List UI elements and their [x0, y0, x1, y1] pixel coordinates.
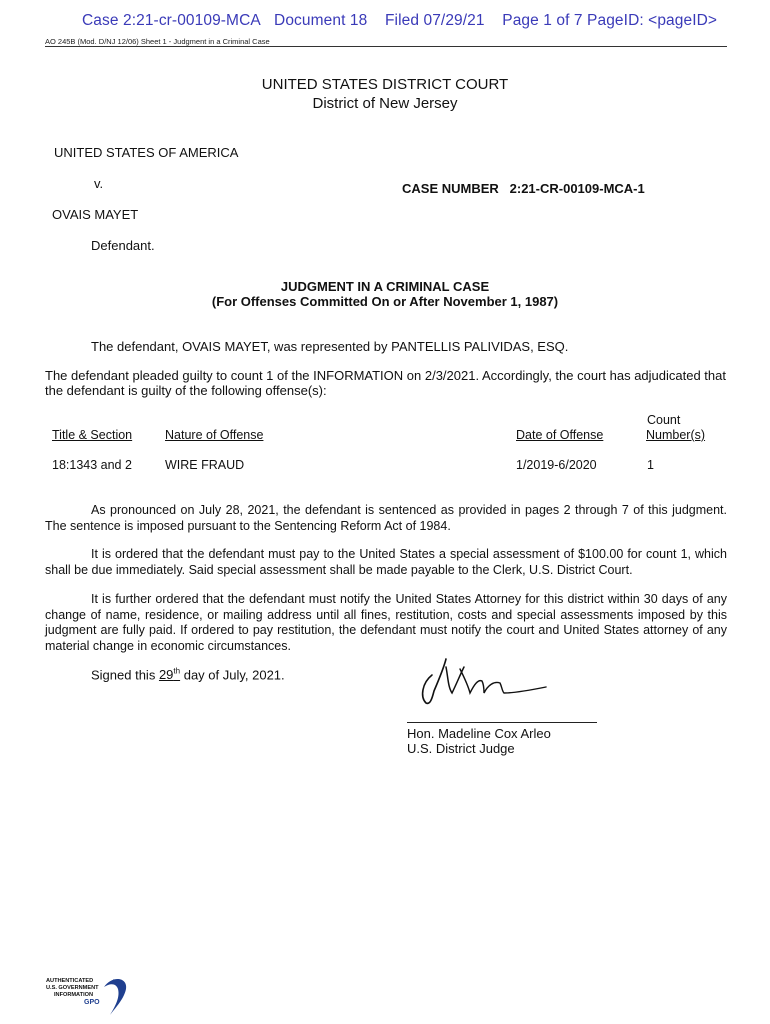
notify-paragraph: It is further ordered that the defendant must notify the United States Attorney for this district within 30 days of any change of name, residence, or mailing address until all fines, restitution, costs and special assessments imposed by this judgment are fully paid. If ordered to pay restitution, the defendant must notify the court and United States attorney of any material change in economic circumstances.	[45, 592, 727, 653]
plaintiff: UNITED STATES OF AMERICA	[54, 145, 239, 160]
signed-rest: day of July, 2021.	[183, 667, 285, 683]
header-count-top: Count	[647, 413, 681, 427]
judge-signature	[418, 653, 558, 713]
judge-name: Hon. Madeline Cox Arleo	[407, 726, 551, 741]
judge-title: U.S. District Judge	[407, 741, 515, 756]
svg-text:AUTHENTICATED: AUTHENTICATED	[46, 978, 94, 984]
signed-day-suffix: th	[173, 667, 181, 676]
case-number-value: 2:21-CR-00109-MCA-1	[509, 181, 645, 196]
filed-date: Filed 07/29/21	[384, 12, 485, 29]
svg-text:U.S. GOVERNMENT: U.S. GOVERNMENT	[46, 985, 99, 991]
judgment-title: JUDGMENT IN A CRIMINAL CASE	[280, 279, 490, 294]
row-count: 1	[647, 458, 654, 472]
document-number: Document 18	[274, 12, 368, 29]
header-title-section: Title & Section	[52, 428, 133, 442]
plea-line-2: the defendant is guilty of the following offense(s):	[45, 383, 327, 398]
signed-day-number: 29	[158, 667, 174, 683]
row-nature: WIRE FRAUD	[165, 458, 245, 472]
representation: The defendant, OVAIS MAYET, was represented by PANTELLIS PALIVIDAS, ESQ.	[91, 339, 569, 354]
filing-header	[82, 12, 717, 30]
header-rule	[45, 46, 727, 47]
header-count-bottom: Number(s)	[646, 428, 706, 442]
signed-line	[91, 667, 285, 682]
assessment-paragraph: It is ordered that the defendant must pay to the United States a special assessment of $100.00 for count 1, which shall be due immediately. Said special assessment shall be made payable to the Clerk, U.S. District Court.	[45, 547, 727, 577]
plea-line-1: The defendant pleaded guilty to count 1 of the INFORMATION on 2/3/2021. Accordingly, the court has adjudicated that	[45, 368, 726, 383]
defendant-role: Defendant.	[91, 238, 155, 253]
svg-text:INFORMATION: INFORMATION	[54, 992, 94, 998]
court-district: District of New Jersey	[312, 95, 458, 112]
signed-day	[159, 667, 180, 682]
svg-text:GPO: GPO	[84, 999, 100, 1006]
court-name: UNITED STATES DISTRICT COURT	[261, 76, 509, 93]
gpo-authentication-logo	[44, 973, 134, 1019]
case-number-label: CASE NUMBER	[402, 181, 499, 196]
row-date: 1/2019-6/2020	[516, 458, 597, 472]
form-identifier: AO 245B (Mod. D/NJ 12/06) Sheet 1 - Judgment in a Criminal Case	[45, 37, 270, 46]
versus: v.	[94, 176, 104, 191]
case-number	[402, 181, 645, 196]
page-info: Page 1 of 7 PageID: <pageID>	[502, 12, 718, 29]
pronounced-paragraph: As pronounced on July 28, 2021, the defendant is sentenced as provided in pages 2 through 7 of this judgment. The sentence is imposed pursuant to the Sentencing Reform Act of 1984.	[45, 503, 727, 533]
case-id: Case 2:21-cr-00109-MCA	[82, 12, 261, 29]
row-title-section: 18:1343 and 2	[52, 458, 132, 472]
signature-line	[407, 722, 597, 723]
header-date: Date of Offense	[516, 428, 604, 442]
header-nature: Nature of Offense	[165, 428, 264, 442]
defendant-name: OVAIS MAYET	[52, 207, 139, 222]
judgment-subtitle: (For Offenses Committed On or After November 1, 1987)	[211, 294, 559, 309]
signed-prefix: Signed this	[91, 667, 156, 683]
